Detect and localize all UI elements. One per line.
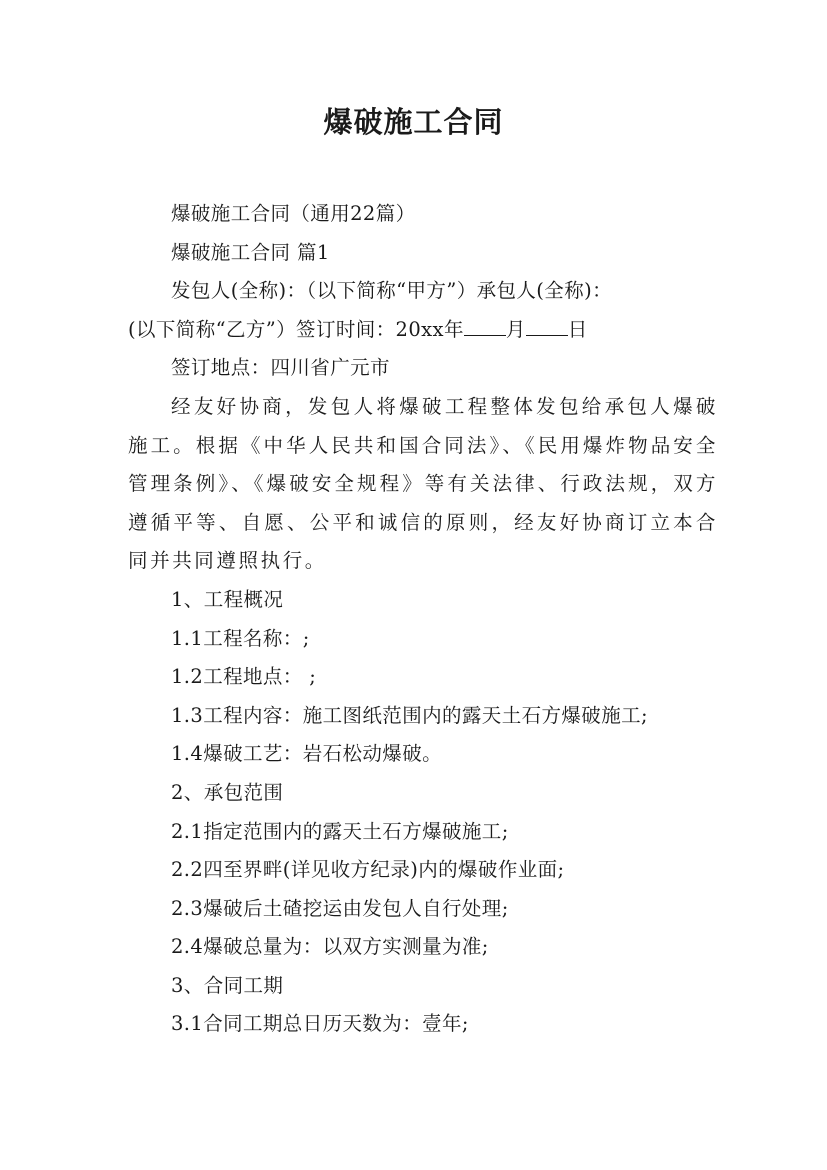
document-title: 爆破施工合同 [323,105,504,139]
clause-1-2: 1.2工程地点： ; [171,665,317,689]
clause-2-1: 2.1指定范围内的露天土石方爆破施工; [171,819,509,843]
day-blank [526,317,568,336]
preamble-paragraph: 经友好协商，发包人将爆破工程整体发包给承包人爆破施工。根据《中华人民共和国合同法》、《民用爆炸物品安全管理条例》、《爆破安全规程》等有关法律、行政法规，双方遵循平等、自愿、公平和诚信的原则，经友好协商订立本合同并共同遵照执行。 [128,394,718,573]
day-label: 日 [567,317,588,341]
document-body [128,195,718,1044]
section-heading: 爆破施工合同 篇1 [171,240,330,264]
month-label: 月 [505,317,526,341]
clause-2-3: 2.3爆破后土碴挖运由发包人自行处理; [171,896,509,920]
clause-3-1: 3.1合同工期总日历天数为：壹年; [171,1012,469,1036]
parties-line-1: 发包人(全称)：（以下简称“甲方”）承包人(全称)： [171,279,613,303]
clause-1-3: 1.3工程内容：施工图纸范围内的露天土石方爆破施工; [171,703,648,727]
clause-2-2: 2.2四至界畔(详见收方纪录)内的爆破作业面; [171,858,565,882]
sign-place: 签订地点：四川省广元市 [171,356,390,380]
clause-2: 2、承包范围 [171,780,284,804]
parties-line-2 [128,311,718,350]
clause-1-1: 1.1工程名称：; [171,626,310,650]
month-blank [464,317,506,336]
clause-1: 1、工程概况 [171,587,284,611]
clause-2-4: 2.4爆破总量为：以双方实测量为准; [171,935,489,959]
clause-3: 3、合同工期 [171,973,284,997]
clause-1-4: 1.4爆破工艺：岩石松动爆破。 [171,742,443,766]
document-subtitle: 爆破施工合同（通用22篇） [171,202,416,225]
parties-line-2-text: (以下简称“乙方”）签订时间：20xx年 [128,317,464,341]
